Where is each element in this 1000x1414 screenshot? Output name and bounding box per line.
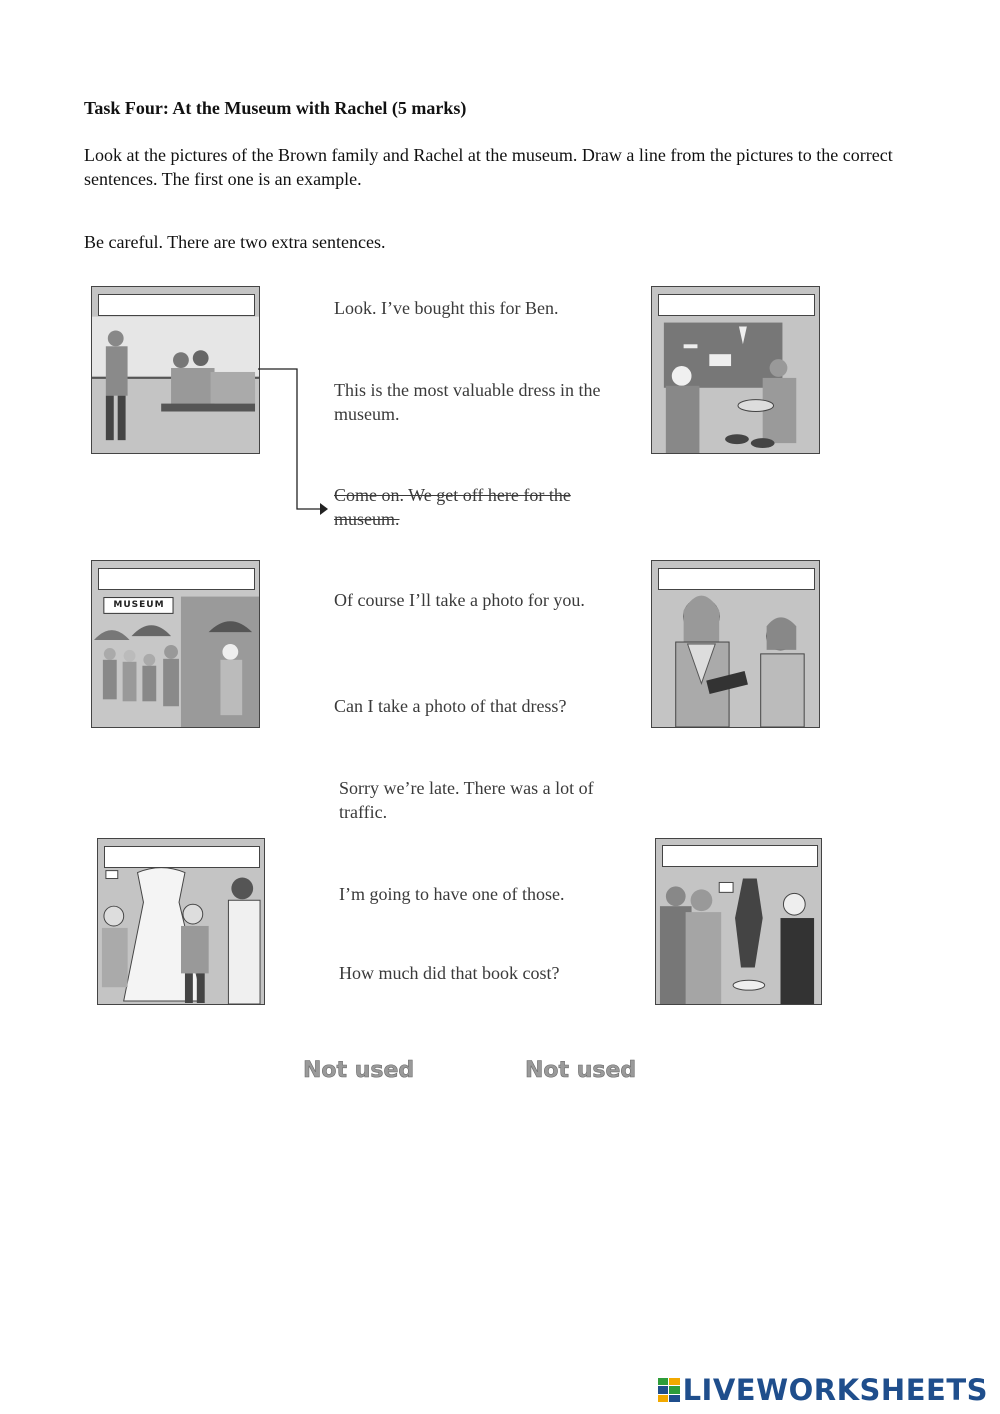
speech-bubble <box>662 845 818 867</box>
liveworksheets-logo <box>658 1372 988 1408</box>
picture-cafe[interactable] <box>651 286 820 454</box>
speech-bubble <box>104 846 260 868</box>
example-arrow-line <box>258 366 330 522</box>
sentence-3-example: Come on. We get off here for the museum. <box>334 485 571 529</box>
speech-bubble <box>98 568 255 590</box>
speech-bubble <box>658 294 815 316</box>
sentence-6[interactable]: Sorry we’re late. There was a lot of traffic. <box>339 778 594 822</box>
logo-text: LIVEWORKSHEETS <box>682 1373 988 1407</box>
task-title: Task Four: At the Museum with Rachel (5 marks) <box>84 98 467 118</box>
sentence-7[interactable]: I’m going to have one of those. <box>339 884 565 904</box>
museum-sign: MUSEUM <box>113 600 165 610</box>
sentence-4[interactable]: Of course I’ll take a photo for you. <box>334 590 585 610</box>
picture-book[interactable] <box>651 560 820 728</box>
picture-bus[interactable] <box>91 286 260 454</box>
sentence-1[interactable]: Look. I’ve bought this for Ben. <box>334 298 559 318</box>
sentence-8[interactable]: How much did that book cost? <box>339 963 560 983</box>
speech-bubble <box>98 294 255 316</box>
logo-mark-icon <box>658 1378 680 1402</box>
picture-guide-mannequin[interactable] <box>655 838 822 1005</box>
task-warning: Be careful. There are two extra sentences. <box>84 232 386 252</box>
picture-dress-display[interactable] <box>97 838 265 1005</box>
sentence-2[interactable]: This is the most valuable dress in the museum. <box>334 380 601 424</box>
task-instructions: Look at the pictures of the Brown family and Rachel at the museum. Draw a line from the pictures to the correct sentences. The first one is an example. <box>84 145 893 189</box>
not-used-label: Not used <box>303 1058 415 1083</box>
not-used-label: Not used <box>525 1058 637 1083</box>
sentence-5[interactable]: Can I take a photo of that dress? <box>334 696 567 716</box>
picture-museum-rain[interactable] <box>91 560 260 728</box>
speech-bubble <box>658 568 815 590</box>
